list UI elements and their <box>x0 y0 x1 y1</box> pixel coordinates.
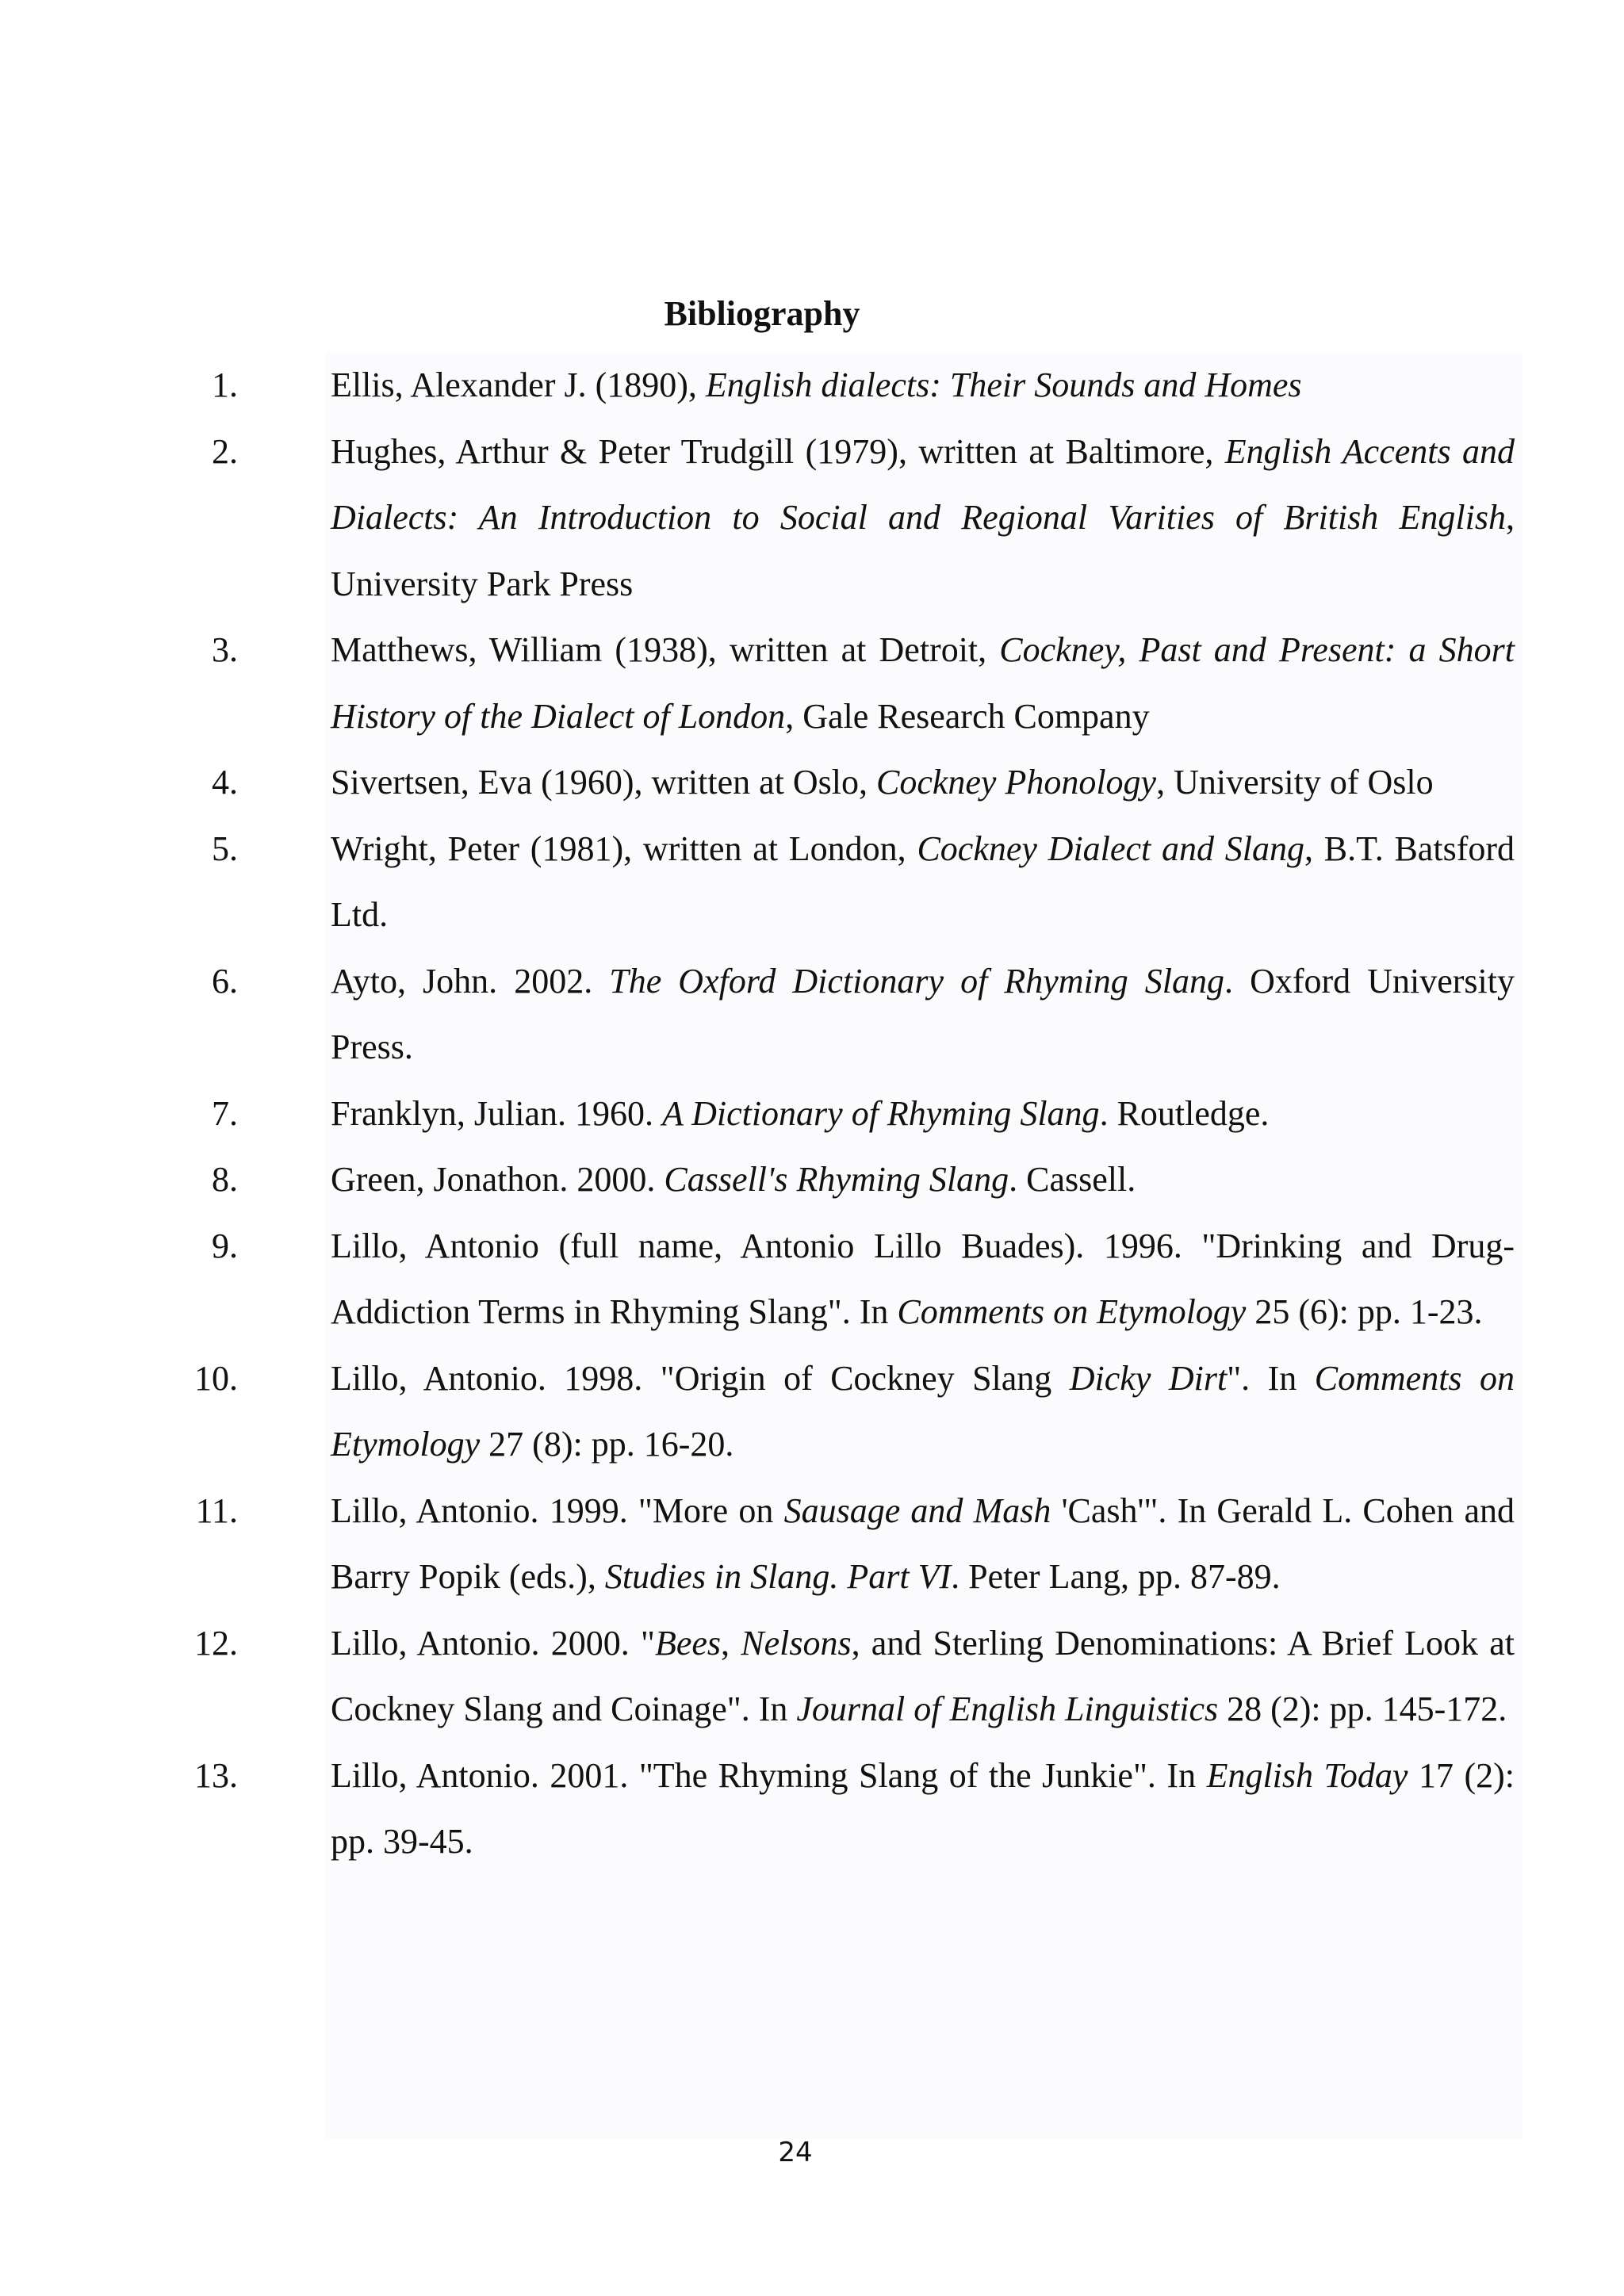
entry-text <box>331 948 1515 1081</box>
entry-text-segment: . Cassell. <box>1009 1160 1136 1199</box>
entry-text <box>331 1610 1515 1743</box>
entry-text-segment: 27 (8): pp. 16-20. <box>480 1425 734 1464</box>
entry-text-segment: , University Park Press <box>331 498 1515 603</box>
entry-text-segment: 28 (2): pp. 145-172. <box>1218 1689 1507 1728</box>
entry-text-segment: ". In <box>1227 1358 1315 1398</box>
entry-title-italic: Comments on Etymology <box>897 1292 1247 1331</box>
entry-title-italic: Dicky Dirt <box>1069 1358 1228 1398</box>
page-number: 24 <box>778 2137 813 2168</box>
entry-title-italic: Cockney, Past and Present: a Short History of the Dialect of London <box>331 630 1515 736</box>
entry-text <box>331 1081 1515 1147</box>
entry-text-segment: Sivertsen, Eva (1960), written at Oslo, <box>331 763 876 802</box>
entry-text-segment: Lillo, Antonio. 2000. " <box>331 1623 655 1663</box>
entry-text-segment: Green, Jonathon. 2000. <box>331 1160 665 1199</box>
entry-text-segment: 25 (6): pp. 1-23. <box>1246 1292 1483 1331</box>
entry-text <box>331 1213 1515 1345</box>
entry-text <box>331 1478 1515 1610</box>
bibliography-entry <box>159 1743 1515 1875</box>
entry-text-segment: . Oxford University Press. <box>331 961 1515 1066</box>
entry-text-segment: Ayto, John. 2002. <box>331 961 610 1001</box>
entry-title-italic: Cockney Dialect and Slang <box>917 828 1304 868</box>
entry-title-italic: Sausage and Mash <box>783 1490 1051 1530</box>
entry-text <box>331 1146 1515 1213</box>
entry-title-italic: Comments on Etymology <box>331 1358 1515 1464</box>
bibliography-entry <box>159 1610 1515 1743</box>
entry-text <box>331 352 1515 419</box>
entry-number: 6. <box>212 961 238 1001</box>
entry-text-segment: Ellis, Alexander J. (1890), <box>331 365 706 404</box>
bibliography-entry <box>159 352 1515 419</box>
bibliography-entry <box>159 1146 1515 1213</box>
entry-text-segment: Franklyn, Julian. 1960. <box>331 1093 662 1133</box>
bibliography-entry <box>159 816 1515 948</box>
entry-title-italic: Nelsons <box>741 1623 852 1663</box>
entry-number: 3. <box>212 630 238 669</box>
entry-number: 2. <box>212 431 238 471</box>
entry-title-italic: Cockney Phonology <box>875 763 1157 802</box>
entry-number: 7. <box>212 1093 238 1133</box>
entry-number: 1. <box>212 365 238 404</box>
entry-number: 11. <box>195 1490 238 1530</box>
bibliography-entry <box>159 1478 1515 1610</box>
entry-text-segment: 17 (2): pp. 39-45. <box>331 1755 1515 1861</box>
entry-text-segment: Matthews, William (1938), written at Detroit, <box>331 630 1000 669</box>
entry-title-italic: Cassell's Rhyming Slang <box>664 1160 1009 1199</box>
entry-text-segment: Lillo, Antonio. 2001. "The Rhyming Slang of the Junkie". In <box>331 1755 1207 1795</box>
bibliography-entry <box>159 1081 1515 1147</box>
entry-text-segment: Lillo, Antonio. 1999. "More on <box>331 1490 784 1530</box>
bibliography-entry <box>159 1345 1515 1478</box>
entry-number: 5. <box>212 828 238 868</box>
entry-number: 4. <box>212 763 238 802</box>
entry-text-segment: Wright, Peter (1981), written at London, <box>331 828 917 868</box>
entry-title-italic: Studies in Slang. Part VI <box>604 1557 952 1596</box>
entry-text <box>331 617 1515 749</box>
entry-text-segment: , <box>721 1623 741 1663</box>
entry-number: 13. <box>194 1755 238 1795</box>
entry-number: 8. <box>212 1160 238 1199</box>
entry-title-italic: Journal of English Linguistics <box>796 1689 1219 1728</box>
entries-container <box>159 352 1515 1875</box>
entry-text <box>331 749 1515 816</box>
entry-text <box>331 816 1515 948</box>
entry-text-segment: , Gale Research Company <box>785 696 1150 736</box>
entry-text-segment: Lillo, Antonio (full name, Antonio Lillo Buades). 1996. "Drinking and Drug-Addiction Terms in Rhyming Slang". In <box>331 1226 1515 1331</box>
entry-text-segment: 'Cash'". In Gerald L. Cohen and Barry Popik (eds.), <box>331 1490 1515 1596</box>
bibliography-entry <box>159 749 1515 816</box>
entry-text-segment: . Peter Lang, pp. 87-89. <box>951 1557 1281 1596</box>
entry-text <box>331 1743 1515 1875</box>
entry-number: 12. <box>194 1623 238 1663</box>
entry-number: 9. <box>212 1226 238 1265</box>
bibliography-list <box>159 352 1522 2139</box>
entry-title-italic: English Accents and Dialects: An Introduction to Social and Regional Varities of British English <box>331 431 1515 537</box>
entry-title-italic: A Dictionary of Rhyming Slang <box>661 1093 1100 1133</box>
entry-title-italic: Bees <box>654 1623 722 1663</box>
entry-title-italic: The Oxford Dictionary of Rhyming Slang <box>609 961 1225 1001</box>
entry-text-segment: , and Sterling Denominations: A Brief Look at Cockney Slang and Coinage". In <box>331 1623 1515 1728</box>
bibliography-entry <box>159 1213 1515 1345</box>
bibliography-entry <box>159 948 1515 1081</box>
entry-text-segment: , B.T. Batsford Ltd. <box>331 828 1515 934</box>
entry-text-segment: Lillo, Antonio. 1998. "Origin of Cockney Slang <box>331 1358 1070 1398</box>
bibliography-entry <box>159 617 1515 749</box>
entry-text <box>331 1345 1515 1478</box>
bibliography-entry <box>159 419 1515 618</box>
entry-text-segment: Hughes, Arthur & Peter Trudgill (1979), written at Baltimore, <box>331 431 1225 471</box>
entry-title-italic: English Today <box>1206 1755 1408 1795</box>
entry-text <box>331 419 1515 618</box>
entry-text-segment: . Routledge. <box>1099 1093 1270 1133</box>
entry-text-segment: , University of Oslo <box>1156 763 1434 802</box>
entry-number: 10. <box>194 1358 238 1398</box>
entry-title-italic: English dialects: Their Sounds and Homes <box>705 365 1302 404</box>
page-title: Bibliography <box>664 294 860 333</box>
